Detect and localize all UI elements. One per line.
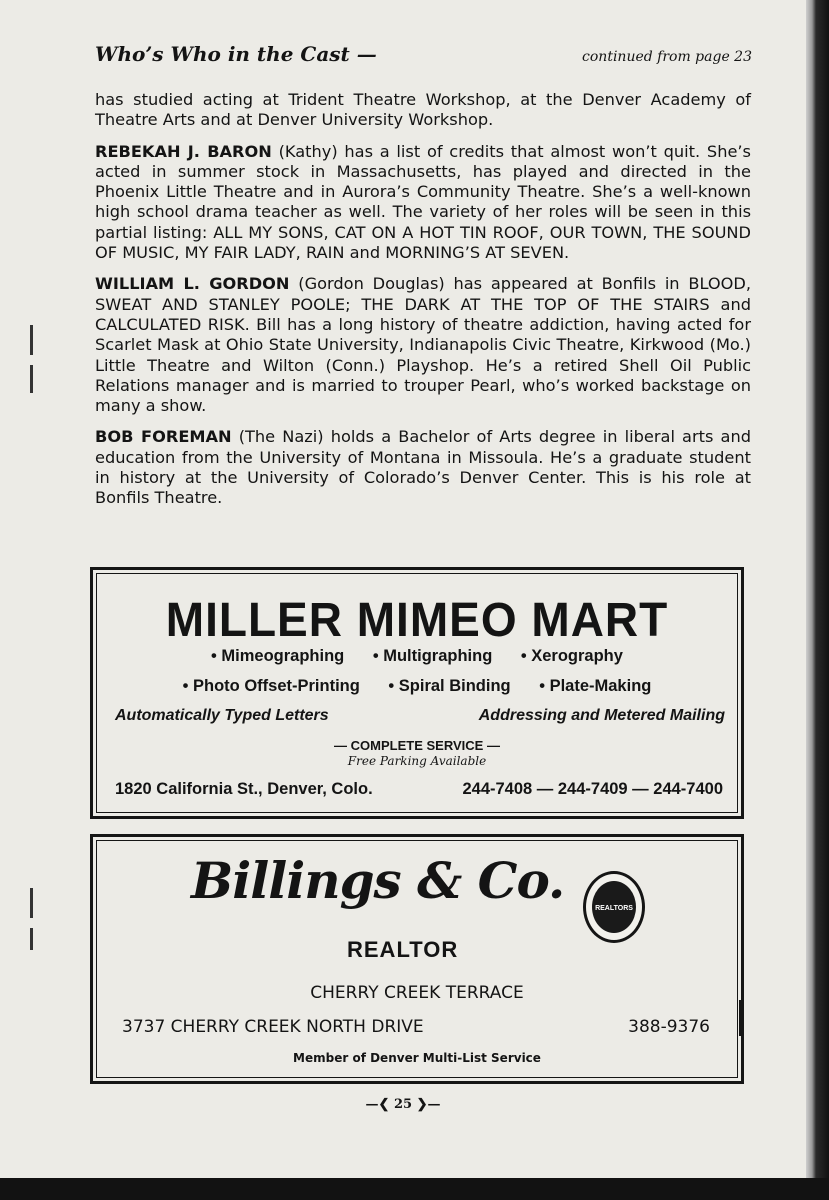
- bottom-shadow: [0, 1178, 829, 1200]
- bio-paragraph: [95, 90, 751, 131]
- terrace-name: CHERRY CREEK TERRACE: [310, 983, 524, 1003]
- section-title: Who’s Who in the Cast —: [95, 42, 377, 66]
- page-header: [95, 42, 752, 66]
- binding-mark: [30, 888, 33, 918]
- cast-bios: [95, 90, 751, 520]
- bio-text: (Kathy) has a list of credits that almost won’t quit. She’s acted in summer stock in Massachusetts, has played and directed in the Phoenix Little Theatre and in Aurora’s Community Theatre. She’s a well-known high school drama teacher as well. The variety of her roles will be seen in this partial listing: ALL MY SONS, CAT ON A HOT TIN ROOF, OUR TOWN, THE SOUND OF MUSIC, MY FAIR LADY, RAIN and MORNING’S AT SEVEN.: [95, 141, 751, 263]
- billings-realtor-ad: [90, 834, 744, 1084]
- ad-contact-line: [122, 1017, 710, 1037]
- cast-name: BOB FOREMAN: [95, 427, 232, 447]
- services-row: [93, 647, 741, 666]
- realtor-label: REALTOR: [347, 937, 459, 962]
- seal-text: REALTORS: [595, 905, 633, 912]
- page-number: —❮ 25 ❯—: [365, 1097, 441, 1112]
- ad-title: MILLER MIMEO MART: [165, 591, 669, 647]
- edge-mark: [739, 1000, 742, 1036]
- bio-text: (Gordon Douglas) has appeared at Bonfils in BLOOD, SWEAT AND STANLEY POOLE; THE DARK AT THE TOP OF THE STAIRS and CALCULATED RISK. Bill has a long history of theatre addiction, having acted for Scarlet Mask at Ohio State University, Indianapolis Civic Theatre, Kirkwood (Mo.) Little Theatre and Wilton (Conn.) Playshop. He’s a retired Shell Oil Public Relations manager and is married to trouper Pearl, who’s worked backstage on many a show.: [95, 274, 752, 416]
- ad-phone: 388-9376: [628, 1017, 710, 1037]
- bio-paragraph: [95, 427, 751, 508]
- bio-paragraph: [95, 274, 751, 416]
- billings-logo: Billings & Co.: [191, 851, 565, 910]
- service-item: • Photo Offset-Printing: [182, 677, 360, 695]
- binding-mark: [30, 365, 33, 393]
- service-item: • Mimeographing: [211, 647, 345, 665]
- services-row: [93, 677, 741, 696]
- ad-phones: 244-7408 — 244-7409 — 244-7400: [462, 780, 723, 798]
- bio-text: has studied acting at Trident Theatre Workshop, at the Denver Academy of Theatre Arts and at Denver University Workshop.: [95, 90, 751, 130]
- service-item: • Plate-Making: [539, 677, 652, 695]
- free-parking: Free Parking Available: [347, 754, 487, 768]
- service-item: • Multigraphing: [372, 647, 493, 665]
- multi-list-member: Member of Denver Multi-List Service: [293, 1051, 541, 1065]
- miller-mimeo-ad: [90, 567, 744, 819]
- binding-mark: [30, 928, 33, 950]
- ad-address: 3737 CHERRY CREEK NORTH DRIVE: [122, 1017, 424, 1037]
- service-item: • Spiral Binding: [388, 677, 511, 695]
- service-item: • Xerography: [520, 647, 623, 665]
- cast-name: WILLIAM L. GORDON: [95, 274, 290, 294]
- ad-contact-line: [115, 780, 723, 799]
- binding-mark: [30, 325, 33, 355]
- complete-service: — COMPLETE SERVICE —: [334, 738, 500, 753]
- seal-center: [592, 881, 636, 933]
- page-edge-shadow: [806, 0, 829, 1200]
- bio-paragraph: [95, 142, 751, 264]
- bio-text: (The Nazi) holds a Bachelor of Arts degree in liberal arts and education from the University of Montana in Missoula. He’s a graduate student in history at the University of Colorado’s Denver Center. This is his role at Bonfils Theatre.: [95, 427, 751, 508]
- tagline-left: Automatically Typed Letters: [115, 707, 329, 724]
- ad-address: 1820 California St., Denver, Colo.: [115, 780, 373, 798]
- continued-note: continued from page 23: [582, 49, 752, 65]
- realtors-seal-icon: [583, 871, 645, 943]
- ad-taglines: [115, 707, 725, 725]
- tagline-right: Addressing and Metered Mailing: [478, 707, 725, 724]
- cast-name: REBEKAH J. BARON: [95, 141, 272, 161]
